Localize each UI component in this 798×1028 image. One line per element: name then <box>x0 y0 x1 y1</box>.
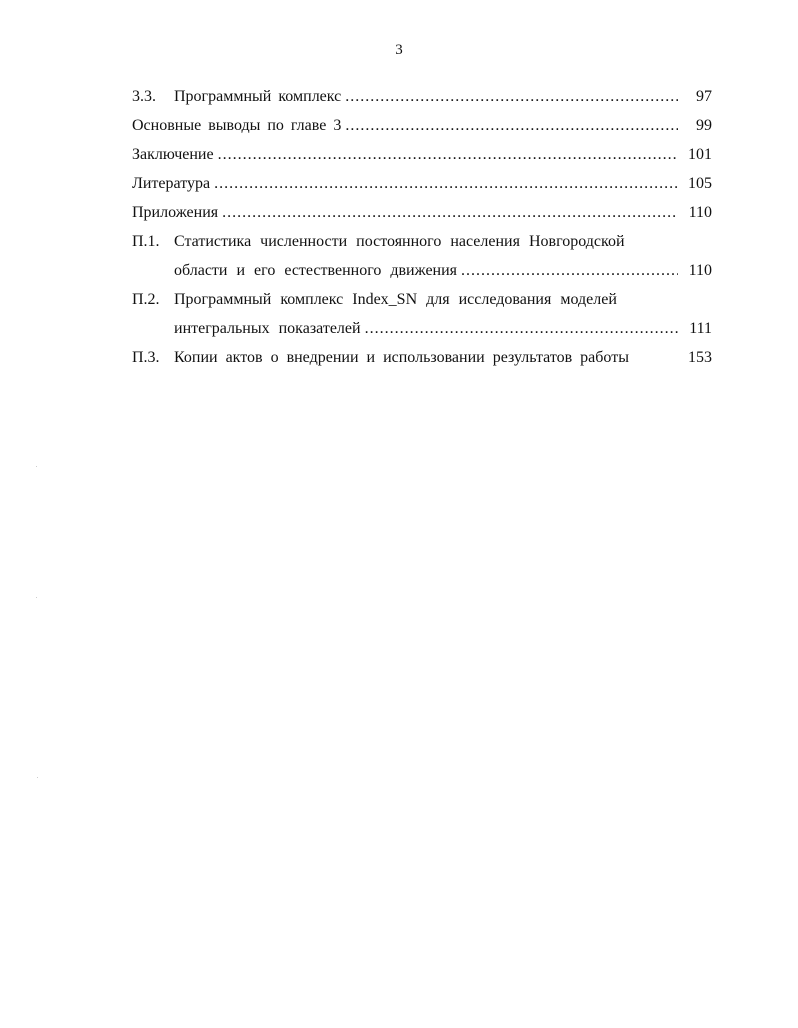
toc-entry-title-continued: интегральных показателей <box>174 320 361 337</box>
toc-entry-number: 3.3. <box>132 88 156 105</box>
toc-entry-page: 101 <box>688 146 712 163</box>
toc-entry-p1-line2 <box>132 256 712 285</box>
toc-entry-page: 110 <box>688 262 712 279</box>
toc-entry-title: Копии актов о внедрении и использовании результатов работы <box>174 349 629 366</box>
toc-entry-summary <box>132 140 712 169</box>
toc-entry-title: Основные выводы по главе 3 <box>132 117 342 134</box>
table-of-contents <box>132 82 712 372</box>
toc-entry-title: Заключение <box>132 146 214 163</box>
toc-entry-number: П.3. <box>132 349 160 366</box>
toc-entry-title: Программный комплекс Index_SN для исследования моделей <box>174 291 617 308</box>
toc-entry-page: 153 <box>688 349 712 366</box>
toc-entry-title: Литература <box>132 175 211 192</box>
toc-entry-conclusions <box>132 111 712 140</box>
toc-leader-dots <box>345 82 678 111</box>
page-number: 3 <box>395 42 403 58</box>
toc-entry-appendices <box>132 198 712 227</box>
toc-entry-page: 99 <box>696 117 712 134</box>
toc-entry-p3 <box>132 343 712 372</box>
toc-entry-number: П.1. <box>132 233 160 250</box>
toc-entry-page: 111 <box>689 320 712 337</box>
toc-entry-number: П.2. <box>132 291 160 308</box>
toc-entry-title: Статистика численности постоянного населения Новгородской <box>174 233 625 250</box>
toc-entry-3-3 <box>132 82 712 111</box>
toc-leader-dots <box>218 140 678 169</box>
toc-leader-dots <box>345 111 678 140</box>
toc-entry-title-continued: области и его естественного движения <box>174 262 458 279</box>
scan-speck <box>36 466 37 467</box>
toc-entry-literature <box>132 169 712 198</box>
toc-entry-p2-line2 <box>132 314 712 343</box>
toc-leader-dots <box>222 198 678 227</box>
toc-entry-page: 110 <box>688 204 712 221</box>
toc-leader-dots <box>214 169 678 198</box>
toc-entry-page: 97 <box>696 88 712 105</box>
toc-entry-title: Приложения <box>132 204 219 221</box>
toc-entry-p2-line1 <box>132 285 712 314</box>
toc-entry-title: Программный комплекс <box>174 88 342 105</box>
toc-entry-page: 105 <box>688 175 712 192</box>
toc-leader-dots <box>461 256 678 285</box>
toc-entry-p1-line1 <box>132 227 712 256</box>
scan-speck <box>37 777 38 778</box>
scan-speck <box>36 597 37 598</box>
toc-leader-dots <box>365 314 678 343</box>
